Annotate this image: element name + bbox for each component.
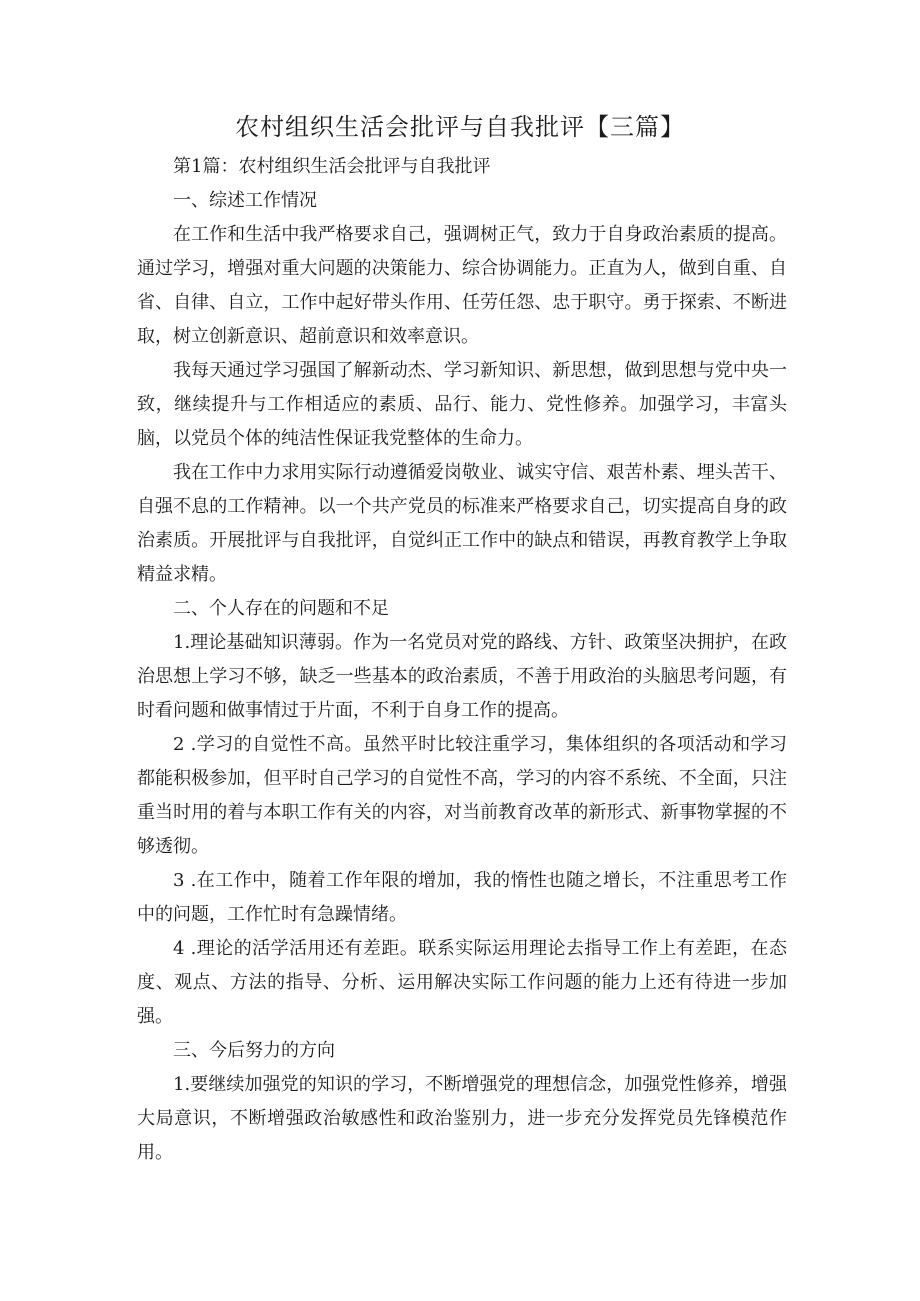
document-title: 农村组织生活会批评与自我批评【三篇】 — [235, 113, 685, 141]
section-heading-3: 三、今后努力的方向 — [173, 1040, 335, 1061]
paragraph: 我每天通过学习强国了解新动杰、学习新知识、新思想，做到思想与党中央一致，继续提升与工作相适应的素质、品行、能力、党性修养。加强学习，丰富头脑，以党员个体的纯洁性保证我党整体的生命力。 — [137, 360, 787, 449]
paragraph: 1.理论基础知识薄弱。作为一名党员对党的路线、方针、政策坚决拥护，在政治思想上学习不够，缺乏一些基本的政治素质，不善于用政治的头脑思考问题，有时看问题和做事情过于片面，不利于自身工作的提高。 — [137, 632, 787, 721]
paragraph: 4 .理论的活学活用还有差距。联系实际运用理论去指导工作上有差距，在态度、观点、方法的指导、分析、运用解决实际工作问题的能力上还有待进一步加强。 — [137, 938, 787, 1027]
paragraph: 我在工作中力求用实际行动遵循爱岗敬业、诚实守信、艰苦朴素、埋头苦干、自强不息的工作精神。以一个共产党员的标准来严格要求自己，切实提高自身的政治素质。开展批评与自我批评，自觉纠正工作中的缺点和错误，再教育教学上争取精益求精。 — [137, 462, 787, 585]
paragraph: 2 .学习的自觉性不高。虽然平时比较注重学习，集体组织的各项活动和学习都能积极参加，但平时自己学习的自觉性不高，学习的内容不系统、不全面，只注重当时用的着与本职工作有关的内容，对当前教育改革的新形式、新事物掌握的不够透彻。 — [137, 734, 787, 857]
section-heading-1: 一、综述工作情况 — [173, 190, 317, 211]
paragraph: 3 .在工作中，随着工作年限的增加，我的惰性也随之增长，不注重思考工作中的问题，工作忙时有急躁情绪。 — [137, 870, 787, 925]
part-heading: 第1篇：农村组织生活会批评与自我批评 — [173, 156, 491, 177]
section-heading-2: 二、个人存在的问题和不足 — [173, 598, 389, 619]
paragraph: 1.要继续加强党的知识的学习，不断增强党的理想信念，加强党性修养，增强大局意识，不断增强政治敏感性和政治鉴别力，进一步充分发挥党员先锋模范作用。 — [137, 1074, 787, 1163]
document-body — [137, 150, 787, 1170]
paragraph: 在工作和生活中我严格要求自己，强调树正气，致力于自身政治素质的提高。通过学习，增强对重大问题的决策能力、综合协调能力。正直为人，做到自重、自省、自律、自立，工作中起好带头作用、任劳任怨、忠于职守。勇于探索、不断进取，树立创新意识、超前意识和效率意识。 — [137, 224, 787, 347]
